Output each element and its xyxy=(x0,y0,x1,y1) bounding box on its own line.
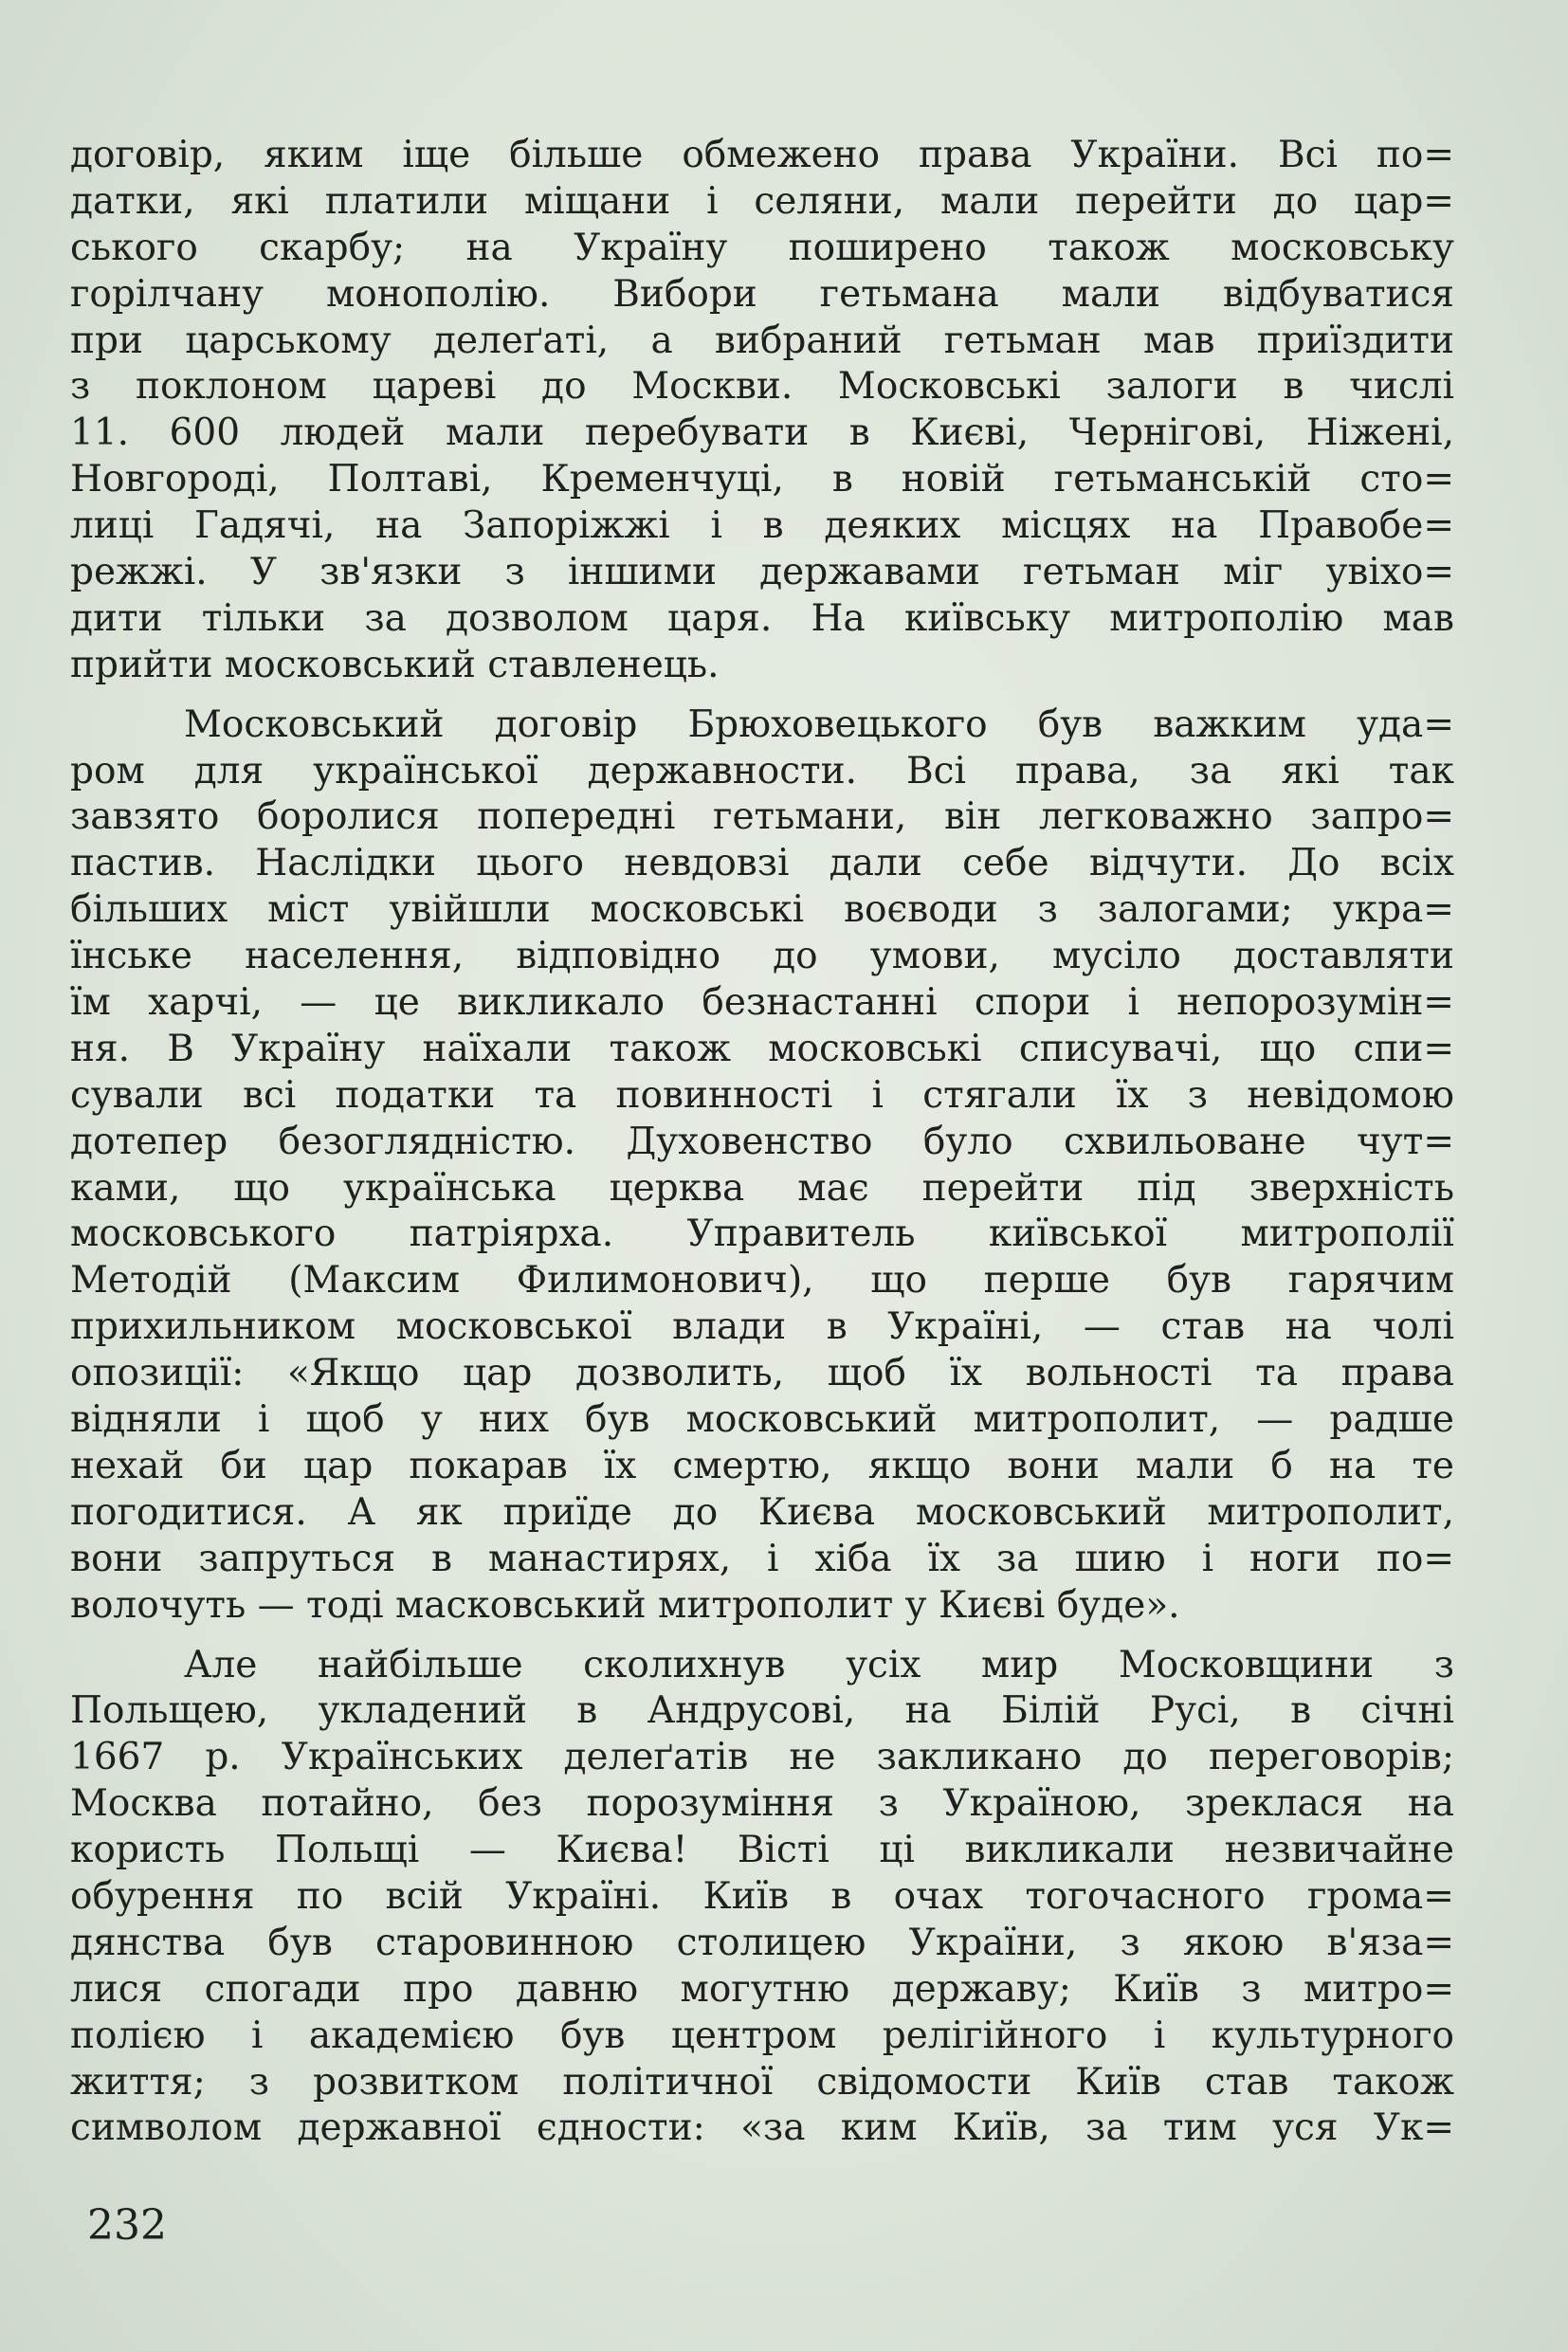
text-line: сували всі податки та повинності і стягали їх з невідомою xyxy=(70,1073,1454,1117)
text-line: Новгороді, Полтаві, Кременчуці, в новій гетьманській сто= xyxy=(70,458,1454,501)
text-line: символом державної єдности: «за ким Київ, за тим уся Ук= xyxy=(70,2106,1454,2150)
text-line: ром для української державности. Всі права, за які так xyxy=(70,749,1454,793)
page-number: 232 xyxy=(87,2201,167,2250)
page-text xyxy=(70,133,1454,2152)
text-line: Московський договір Брюховецького був важким уда= xyxy=(184,702,1454,746)
text-line: волочуть — тоді масковський митрополит у Києві буде». xyxy=(70,1583,1180,1627)
text-line: дянства був старовинною столицею України, з якою в'яза= xyxy=(70,1921,1454,1964)
text-line: горілчану монополію. Вибори гетьмана мали відбуватися xyxy=(70,272,1454,316)
text-line: завзято боролися попередні гетьмани, він легковажно запро= xyxy=(70,795,1454,839)
text-line: датки, які платили міщани і селяни, мали перейти до цар= xyxy=(70,179,1454,223)
text-line: їм харчі, — це викликало безнастанні спори і непорозумін= xyxy=(70,981,1454,1025)
text-line: опозиції: «Якщо цар дозволить, щоб їх вольності та права xyxy=(70,1352,1454,1395)
text-line: Але найбільше сколихнув усіх мир Московщини з xyxy=(184,1643,1454,1686)
text-line: лиці Гадячі, на Запоріжжі і в деяких місцях на Правобе= xyxy=(70,504,1454,548)
text-line: ського скарбу; на Україну поширено також московську xyxy=(70,226,1454,269)
text-line: при царському делеґаті, а вибраний гетьман мав приїздити xyxy=(70,319,1454,362)
text-line: більших міст увійшли московські воєводи з залогами; укра= xyxy=(70,888,1454,932)
text-line: відняли і щоб у них був московський митрополит, — радше xyxy=(70,1398,1454,1442)
text-line: життя; з розвитком політичної свідомости Київ став також xyxy=(70,2060,1454,2104)
text-line: лися спогади про давню могутню державу; Київ з митро= xyxy=(70,1967,1454,2011)
text-line: вони запруться в манастирях, і хіба їх за шию і ноги по= xyxy=(70,1537,1454,1580)
text-line: нехай би цар покарав їх смертю, якщо вони мали б на те xyxy=(70,1444,1454,1487)
text-line: їнське населення, відповідно до умови, мусіло доставляти xyxy=(70,935,1454,978)
text-line: користь Польщі — Києва! Вісті ці викликали незвичайне xyxy=(70,1829,1454,1872)
text-line: прихильником московської влади в Україні, — став на чолі xyxy=(70,1305,1454,1349)
text-line: дотепер безоглядністю. Духовенство було схвильоване чут= xyxy=(70,1120,1454,1163)
text-line: прийти московський ставленець. xyxy=(70,643,720,686)
text-line: Польщею, укладений в Андрусові, на Білій Русі, в січні xyxy=(70,1689,1454,1733)
paragraph-2 xyxy=(70,702,1454,1630)
text-line: пастив. Наслідки цього невдовзі дали себе відчути. До всіх xyxy=(70,842,1454,885)
text-line: ками, що українська церква має перейти під зверхність xyxy=(70,1166,1454,1210)
text-line: дити тільки за дозволом царя. На київську митрополію мав xyxy=(70,596,1454,640)
paragraph-3 xyxy=(70,1643,1454,2153)
text-line: Методій (Максим Филимонович), що перше був гарячим xyxy=(70,1259,1454,1303)
text-line: полією і академією був центром релігійного і культурного xyxy=(70,2014,1454,2057)
text-line: ня. В Україну наїхали також московські списувачі, що спи= xyxy=(70,1027,1454,1070)
text-line: з поклоном цареві до Москви. Московські залоги в числі xyxy=(70,365,1454,409)
text-line: 11. 600 людей мали перебувати в Києві, Чернігові, Ніжені, xyxy=(70,411,1454,455)
paragraph-1 xyxy=(70,133,1454,689)
text-line: 1667 р. Українських делеґатів не закликано до переговорів; xyxy=(70,1736,1454,1779)
text-line: московського патріярха. Управитель київської митрополії xyxy=(70,1212,1454,1256)
text-line: Москва потайно, без порозуміння з Україною, зреклася на xyxy=(70,1782,1454,1826)
text-line: режжі. У зв'язки з іншими державами гетьман міг увіхо= xyxy=(70,551,1454,594)
text-line: погодитися. А як приїде до Києва московський митрополит, xyxy=(70,1490,1454,1534)
text-line: договір, яким іще більше обмежено права України. Всі по= xyxy=(70,134,1454,176)
text-line: обурення по всій Україні. Київ в очах тогочасного грома= xyxy=(70,1874,1454,1918)
